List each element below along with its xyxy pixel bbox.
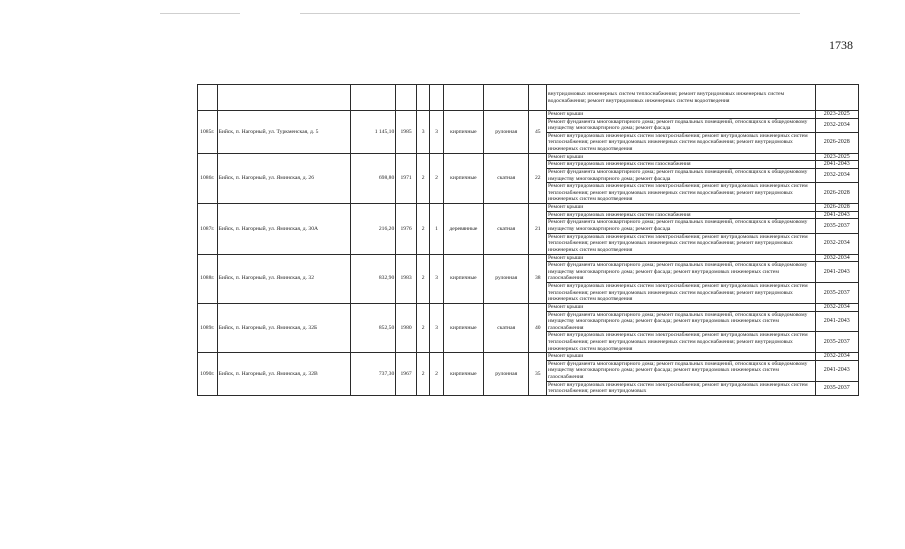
address-cell: Бийск, п. Нагорный, ул. Яминская, д. 32Б	[217, 303, 350, 352]
table-row	[198, 153, 859, 161]
row-number-cell: 1086г.	[198, 153, 218, 203]
wear-cell: 22	[529, 153, 547, 203]
buildings-repair-table	[197, 84, 859, 396]
page-number: 1738	[829, 38, 853, 52]
continuation-row	[198, 85, 859, 111]
table-row	[198, 353, 859, 361]
wear-cell: 21	[529, 204, 547, 254]
address-cell: Бийск, п. Нагорный, ул. Яминская, д. 32В	[217, 353, 350, 396]
row-number-cell: 1085г.	[198, 111, 218, 154]
row-number-cell: 1090г.	[198, 353, 218, 396]
work-cell: Ремонт внутридомовых инженерных систем электроснабжения; ремонт внутридомовых инженерных систем теплоснабжения; ремонт внутридомовых инженерных систем водоснабжения; ремонт внутридомовых инженерных систем водоотведения	[547, 233, 816, 254]
area-cell: 737,30	[350, 353, 395, 396]
empty-cell	[416, 85, 429, 111]
work-cell: Ремонт крыши	[547, 303, 816, 311]
row-number-cell: 1089г.	[198, 303, 218, 352]
years-cell: 2032-2034	[815, 303, 858, 311]
wall-material-cell: кирпичные	[443, 111, 483, 154]
years-cell: 2023-2025	[815, 111, 858, 119]
floors-cell: 2	[416, 153, 429, 203]
build-year-cell: 1983	[396, 254, 417, 303]
years-cell: 2032-2034	[815, 353, 858, 361]
table-row	[198, 254, 859, 262]
years-cell: 2041-2043	[815, 211, 858, 219]
work-cell: Ремонт внутридомовых инженерных систем газоснабжения	[547, 211, 816, 219]
roof-type-cell: рулонная	[484, 353, 529, 396]
wall-material-cell: деревянные	[443, 204, 483, 254]
years-cell: 2032-2034	[815, 168, 858, 182]
empty-cell	[350, 85, 395, 111]
entrances-cell: 2	[430, 153, 443, 203]
roof-type-cell: рулонная	[484, 254, 529, 303]
empty-cell	[443, 85, 483, 111]
entrances-cell: 3	[430, 254, 443, 303]
area-cell: 852,50	[350, 303, 395, 352]
years-cell: 2032-2034	[815, 233, 858, 254]
work-cell: Ремонт фундамента многоквартирного дома; ремонт подвальных помещений, относящихся к общедомовому имуществу многоквартирного дома; ремонт фасада	[547, 168, 816, 182]
years-cell: 2023-2025	[815, 153, 858, 161]
empty-cell	[529, 85, 547, 111]
years-cell: 2035-2037	[815, 332, 858, 353]
empty-cell	[198, 85, 218, 111]
address-cell: Бийск, п. Нагорный, ул. Яминская, д. 30А	[217, 204, 350, 254]
work-cell: Ремонт крыши	[547, 204, 816, 212]
roof-type-cell: скатная	[484, 153, 529, 203]
wear-cell: 40	[529, 303, 547, 352]
floors-cell: 2	[416, 204, 429, 254]
address-cell: Бийск, п. Нагорный, ул. Туркменская, д. 5	[217, 111, 350, 154]
work-cell: Ремонт крыши	[547, 254, 816, 262]
table-body	[198, 85, 859, 396]
entrances-cell: 2	[430, 353, 443, 396]
wall-material-cell: кирпичные	[443, 353, 483, 396]
years-cell: 2041-2043	[815, 311, 858, 332]
work-cell: Ремонт внутридомовых инженерных систем электроснабжения; ремонт внутридомовых инженерных систем теплоснабжения; ремонт внутридомовых инженерных систем водоснабжения; ремонт внутридомовых инженерных систем водоотведения	[547, 332, 816, 353]
floors-cell: 2	[416, 303, 429, 352]
scan-artifact-line	[160, 13, 240, 14]
years-cell: 2032-2034	[815, 118, 858, 132]
empty-cell	[396, 85, 417, 111]
build-year-cell: 1985	[396, 111, 417, 154]
work-cell: Ремонт внутридомовых инженерных систем газоснабжения	[547, 161, 816, 169]
wall-material-cell: кирпичные	[443, 303, 483, 352]
work-cell: Ремонт крыши	[547, 111, 816, 119]
work-cell: Ремонт крыши	[547, 353, 816, 361]
work-cell: Ремонт крыши	[547, 153, 816, 161]
empty-cell	[217, 85, 350, 111]
work-cell: Ремонт фундамента многоквартирного дома; ремонт подвальных помещений, относящихся к общедомовому имуществу многоквартирного дома; ремонт фасада; ремонт внутридомовых инженерных систем газоснабжения	[547, 360, 816, 381]
scan-artifact-line	[300, 13, 800, 14]
table-row	[198, 303, 859, 311]
floors-cell: 2	[416, 353, 429, 396]
work-cell: Ремонт фундамента многоквартирного дома; ремонт подвальных помещений, относящихся к общедомовому имуществу многоквартирного дома; ремонт фасада	[547, 118, 816, 132]
work-cell: Ремонт внутридомовых инженерных систем электроснабжения; ремонт внутридомовых инженерных систем теплоснабжения; ремонт внутридомовых инженерных систем водоснабжения; ремонт внутридомовых инженерных систем водоотведения	[547, 132, 816, 153]
years-cell: 2041-2043	[815, 360, 858, 381]
years-cell: 2041-2043	[815, 161, 858, 169]
wear-cell: 45	[529, 111, 547, 154]
work-cell: Ремонт фундамента многоквартирного дома; ремонт подвальных помещений, относящихся к общедомовому имуществу многоквартирного дома; ремонт фасада	[547, 219, 816, 233]
years-cell: 2035-2037	[815, 282, 858, 303]
build-year-cell: 1980	[396, 303, 417, 352]
work-cell: Ремонт внутридомовых инженерных систем электроснабжения; ремонт внутридомовых инженерных систем теплоснабжения; ремонт внутридомовых	[547, 381, 816, 395]
years-cell: 2035-2037	[815, 219, 858, 233]
years-cell: 2041-2043	[815, 262, 858, 283]
address-cell: Бийск, п. Нагорный, ул. Яминская, д. 32	[217, 254, 350, 303]
empty-cell	[430, 85, 443, 111]
entrances-cell: 3	[430, 111, 443, 154]
years-cell: 2032-2034	[815, 254, 858, 262]
work-cell: Ремонт внутридомовых инженерных систем электроснабжения; ремонт внутридомовых инженерных систем теплоснабжения; ремонт внутридомовых инженерных систем водоснабжения; ремонт внутридомовых инженерных систем водоотведения	[547, 282, 816, 303]
roof-type-cell: рулонная	[484, 111, 529, 154]
empty-cell	[484, 85, 529, 111]
wear-cell: 35	[529, 353, 547, 396]
area-cell: 698,80	[350, 153, 395, 203]
years-cell: 2026-2028	[815, 204, 858, 212]
row-number-cell: 1087г.	[198, 204, 218, 254]
area-cell: 832,90	[350, 254, 395, 303]
build-year-cell: 1967	[396, 353, 417, 396]
entrances-cell: 3	[430, 303, 443, 352]
area-cell: 1 145,10	[350, 111, 395, 154]
floors-cell: 3	[416, 111, 429, 154]
entrances-cell: 1	[430, 204, 443, 254]
address-cell: Бийск, п. Нагорный, ул. Яминская, д. 26	[217, 153, 350, 203]
years-cell: 2026-2028	[815, 183, 858, 204]
table-row	[198, 111, 859, 119]
years-cell: 2035-2037	[815, 381, 858, 395]
build-year-cell: 1971	[396, 153, 417, 203]
work-cell: внутридомовых инженерных систем теплоснабжения; ремонт внутридомовых инженерных систем водоснабжения; ремонт внутридомовых инженерных систем водоотведения	[547, 85, 816, 111]
wear-cell: 38	[529, 254, 547, 303]
area-cell: 216,20	[350, 204, 395, 254]
work-cell: Ремонт внутридомовых инженерных систем электроснабжения; ремонт внутридомовых инженерных систем теплоснабжения; ремонт внутридомовых инженерных систем водоснабжения; ремонт внутридомовых инженерных систем водоотведения	[547, 183, 816, 204]
table-row	[198, 204, 859, 212]
floors-cell: 2	[416, 254, 429, 303]
roof-type-cell: скатная	[484, 303, 529, 352]
roof-type-cell: скатная	[484, 204, 529, 254]
years-cell: 2026-2028	[815, 132, 858, 153]
work-cell: Ремонт фундамента многоквартирного дома; ремонт подвальных помещений, относящихся к общедомовому имуществу многоквартирного дома; ремонт фасада; ремонт внутридомовых инженерных систем газоснабжения	[547, 311, 816, 332]
wall-material-cell: кирпичные	[443, 254, 483, 303]
wall-material-cell: кирпичные	[443, 153, 483, 203]
build-year-cell: 1976	[396, 204, 417, 254]
work-cell: Ремонт фундамента многоквартирного дома; ремонт подвальных помещений, относящихся к общедомовому имуществу многоквартирного дома; ремонт фасада; ремонт внутридомовых инженерных систем газоснабжения	[547, 262, 816, 283]
years-cell	[815, 85, 858, 111]
row-number-cell: 1088г.	[198, 254, 218, 303]
